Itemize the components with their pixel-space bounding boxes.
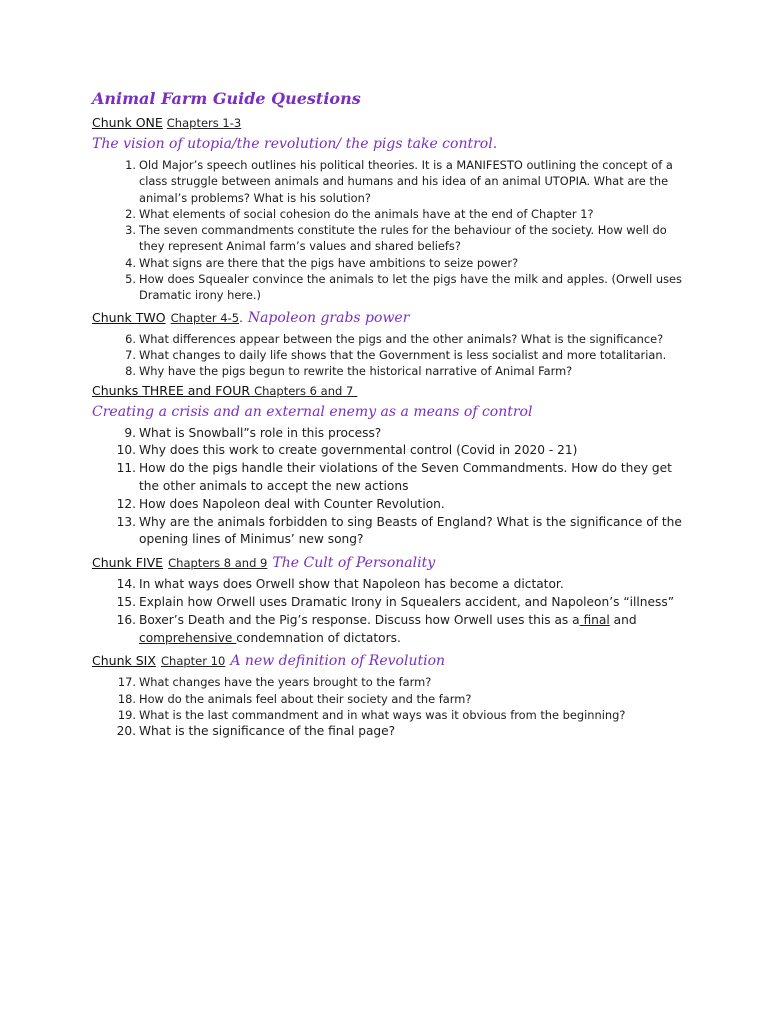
- chunk-one-theme: The vision of utopia/the revolution/ the pigs take control.: [92, 136, 498, 152]
- chunk-six-name: Chunk SIX: [92, 653, 156, 669]
- question-7: 7. What changes to daily life shows that the Government is less socialist and more totalitarian.: [125, 347, 667, 362]
- chunk-five-heading: [92, 551, 692, 574]
- question-4: 4. What signs are there that the pigs have ambitions to seize power?: [125, 255, 519, 270]
- chunk-two-name: Chunk TWO: [92, 309, 166, 325]
- document-content: [92, 88, 692, 743]
- chunk-one-chapters: Chapters 1-3: [166, 116, 242, 130]
- chunk-five-theme: The Cult of Personality: [272, 555, 436, 572]
- chunk-six-heading: [92, 649, 692, 672]
- chunk-two-theme: Napoleon grabs power: [247, 309, 410, 326]
- question-14: 14. In what ways does Orwell show that Napoleon has become a dictator.: [116, 577, 564, 592]
- chunk-two-questions: [92, 331, 692, 380]
- question-13: 13. Why are the animals forbidden to sing Beasts of England? What is the significance of the opening lines of Minimus’ new song?: [116, 514, 682, 547]
- question-9: 9. What is Snowball”s role in this process?: [124, 425, 382, 440]
- question-17: 17. What changes have the years brought to the farm?: [117, 675, 432, 690]
- chunk-one-questions: [92, 157, 692, 304]
- chunk-five-questions: [92, 576, 692, 647]
- question-19: 19. What is the last commandment and in what ways was it obvious from the beginning?: [117, 707, 626, 722]
- chunk-one-theme-line: [92, 132, 692, 155]
- question-1: 1. Old Major’s speech outlines his political theories. It is a MANIFESTO outlining the concept of a class struggle between animals and humans and his idea of an animal UTOPIA. What are the animal’s problems? What is his solution?: [125, 158, 673, 205]
- question-8: 8. Why have the pigs begun to rewrite the historical narrative of Animal Farm?: [125, 364, 573, 379]
- chunk-two-chapters: Chapter 4-5: [170, 310, 240, 325]
- question-3: 3. The seven commandments constitute the rules for the behaviour of the society. How well do they represent Animal farm’s values and shared beliefs?: [125, 223, 667, 254]
- chunk-three-four-theme: Creating a crisis and an external enemy as a means of control: [92, 403, 533, 420]
- chunk-three-four-chapters: Chapters 6 and 7: [254, 383, 354, 398]
- chunk-one-heading: [92, 114, 692, 132]
- question-12: 12. How does Napoleon deal with Counter Revolution.: [116, 496, 445, 511]
- chunk-two-heading: Chunk TWO Chapter 4-5. Napoleon grabs power: [92, 309, 410, 326]
- question-15: 15. Explain how Orwell uses Dramatic Irony in Squealers accident, and Napoleon’s “illness”: [116, 594, 675, 609]
- chunk-five-chapters: Chapters 8 and 9: [168, 556, 268, 571]
- question-11: 11. How do the pigs handle their violations of the Seven Commandments. How do they get the other animals to accept the new actions: [116, 461, 672, 493]
- question-16: 16. Boxer’s Death and the Pig’s response. Discuss how Orwell uses this as a final and comprehensive condemnation of dictators.: [116, 612, 637, 645]
- chunk-one-name: Chunk ONE: [92, 115, 163, 130]
- chunk-six-theme: A new definition of Revolution: [230, 653, 446, 670]
- question-18: 18. How do the animals feel about their society and the farm?: [117, 691, 472, 706]
- chunk-six-questions: [92, 674, 692, 741]
- chunk-three-four-heading: [92, 382, 692, 400]
- question-10: 10. Why does this work to create governmental control (Covid in 2020 - 21): [116, 443, 578, 458]
- chunk-three-four-questions: [92, 425, 692, 550]
- question-6: 6. What differences appear between the pigs and the other animals? What is the significance?: [125, 331, 664, 346]
- question-2: 2. What elements of social cohesion do the animals have at the end of Chapter 1?: [125, 206, 594, 221]
- document-title: Animal Farm Guide Questions: [92, 89, 361, 108]
- chunk-six-chapters: Chapter 10: [161, 654, 226, 669]
- question-5: 5. How does Squealer convince the animals to let the pigs have the milk and apples. (Orwell uses Dramatic irony here.): [125, 272, 682, 303]
- chunk-five-name: Chunk FIVE: [92, 555, 164, 571]
- chunk-three-four-theme-line: [92, 400, 692, 423]
- chunk-three-four-name: Chunks THREE and FOUR Chapters 6 and 7: [92, 382, 354, 398]
- question-20: 20. What is the significance of the final page?: [116, 724, 396, 739]
